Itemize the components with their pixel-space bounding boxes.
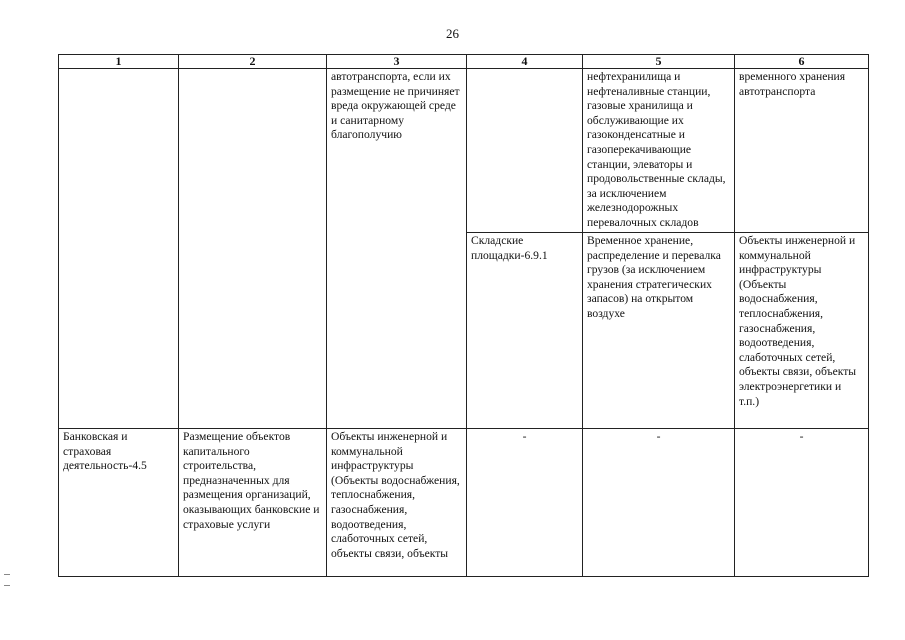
table-cell: нефтехранилища и нефтеналивные станции, газовые хранилища и обслуживающие их газоконденсатные и газоперекачивающие станции, элеваторы и продовольственные склады, за исключением железнодорожных перевалочных складов	[583, 69, 735, 233]
table-cell: -	[583, 429, 735, 577]
table-cell: Объекты инженерной и коммунальной инфраструктуры (Объекты водоснабжения, теплоснабжения, газоснабжения, водоотведения, слаботочных сетей, объекты связи, объекты	[327, 429, 467, 577]
table-cell: Размещение объектов капитального строительства, предназначенных для размещения организаций, оказывающих банковские и страховые услуги	[179, 429, 327, 577]
table-cell: Банковская и страховая деятельность-4.5	[59, 429, 179, 577]
margin-mark	[4, 574, 10, 586]
table-cell: Объекты инженерной и коммунальной инфраструктуры (Объекты водоснабжения, теплоснабжения, газоснабжения, водоотведения, слаботочных сетей, объекты связи, объекты электроэнергетики и т.п.)	[735, 233, 869, 429]
table-cell: Временное хранение, распределение и перевалка грузов (за исключением хранения стратегических запасов) на открытом воздухе	[583, 233, 735, 429]
table-cell: -	[467, 429, 583, 577]
table-cell	[59, 69, 179, 429]
table-cell: Складские площадки-6.9.1	[467, 233, 583, 429]
table-header-row	[59, 55, 869, 69]
header-cell-5: 5	[583, 55, 735, 69]
header-cell-1: 1	[59, 55, 179, 69]
table-row	[59, 69, 869, 233]
table-cell	[467, 69, 583, 233]
table-cell	[179, 69, 327, 429]
header-cell-4: 4	[467, 55, 583, 69]
table-cell: автотранспорта, если их размещение не причиняет вреда окружающей среде и санитарному благополучию	[327, 69, 467, 429]
table-cell: -	[735, 429, 869, 577]
table-row	[59, 429, 869, 577]
land-use-table	[58, 54, 869, 577]
page-number: 26	[446, 26, 459, 41]
table-cell: временного хранения автотранспорта	[735, 69, 869, 233]
header-cell-2: 2	[179, 55, 327, 69]
header-cell-6: 6	[735, 55, 869, 69]
header-cell-3: 3	[327, 55, 467, 69]
